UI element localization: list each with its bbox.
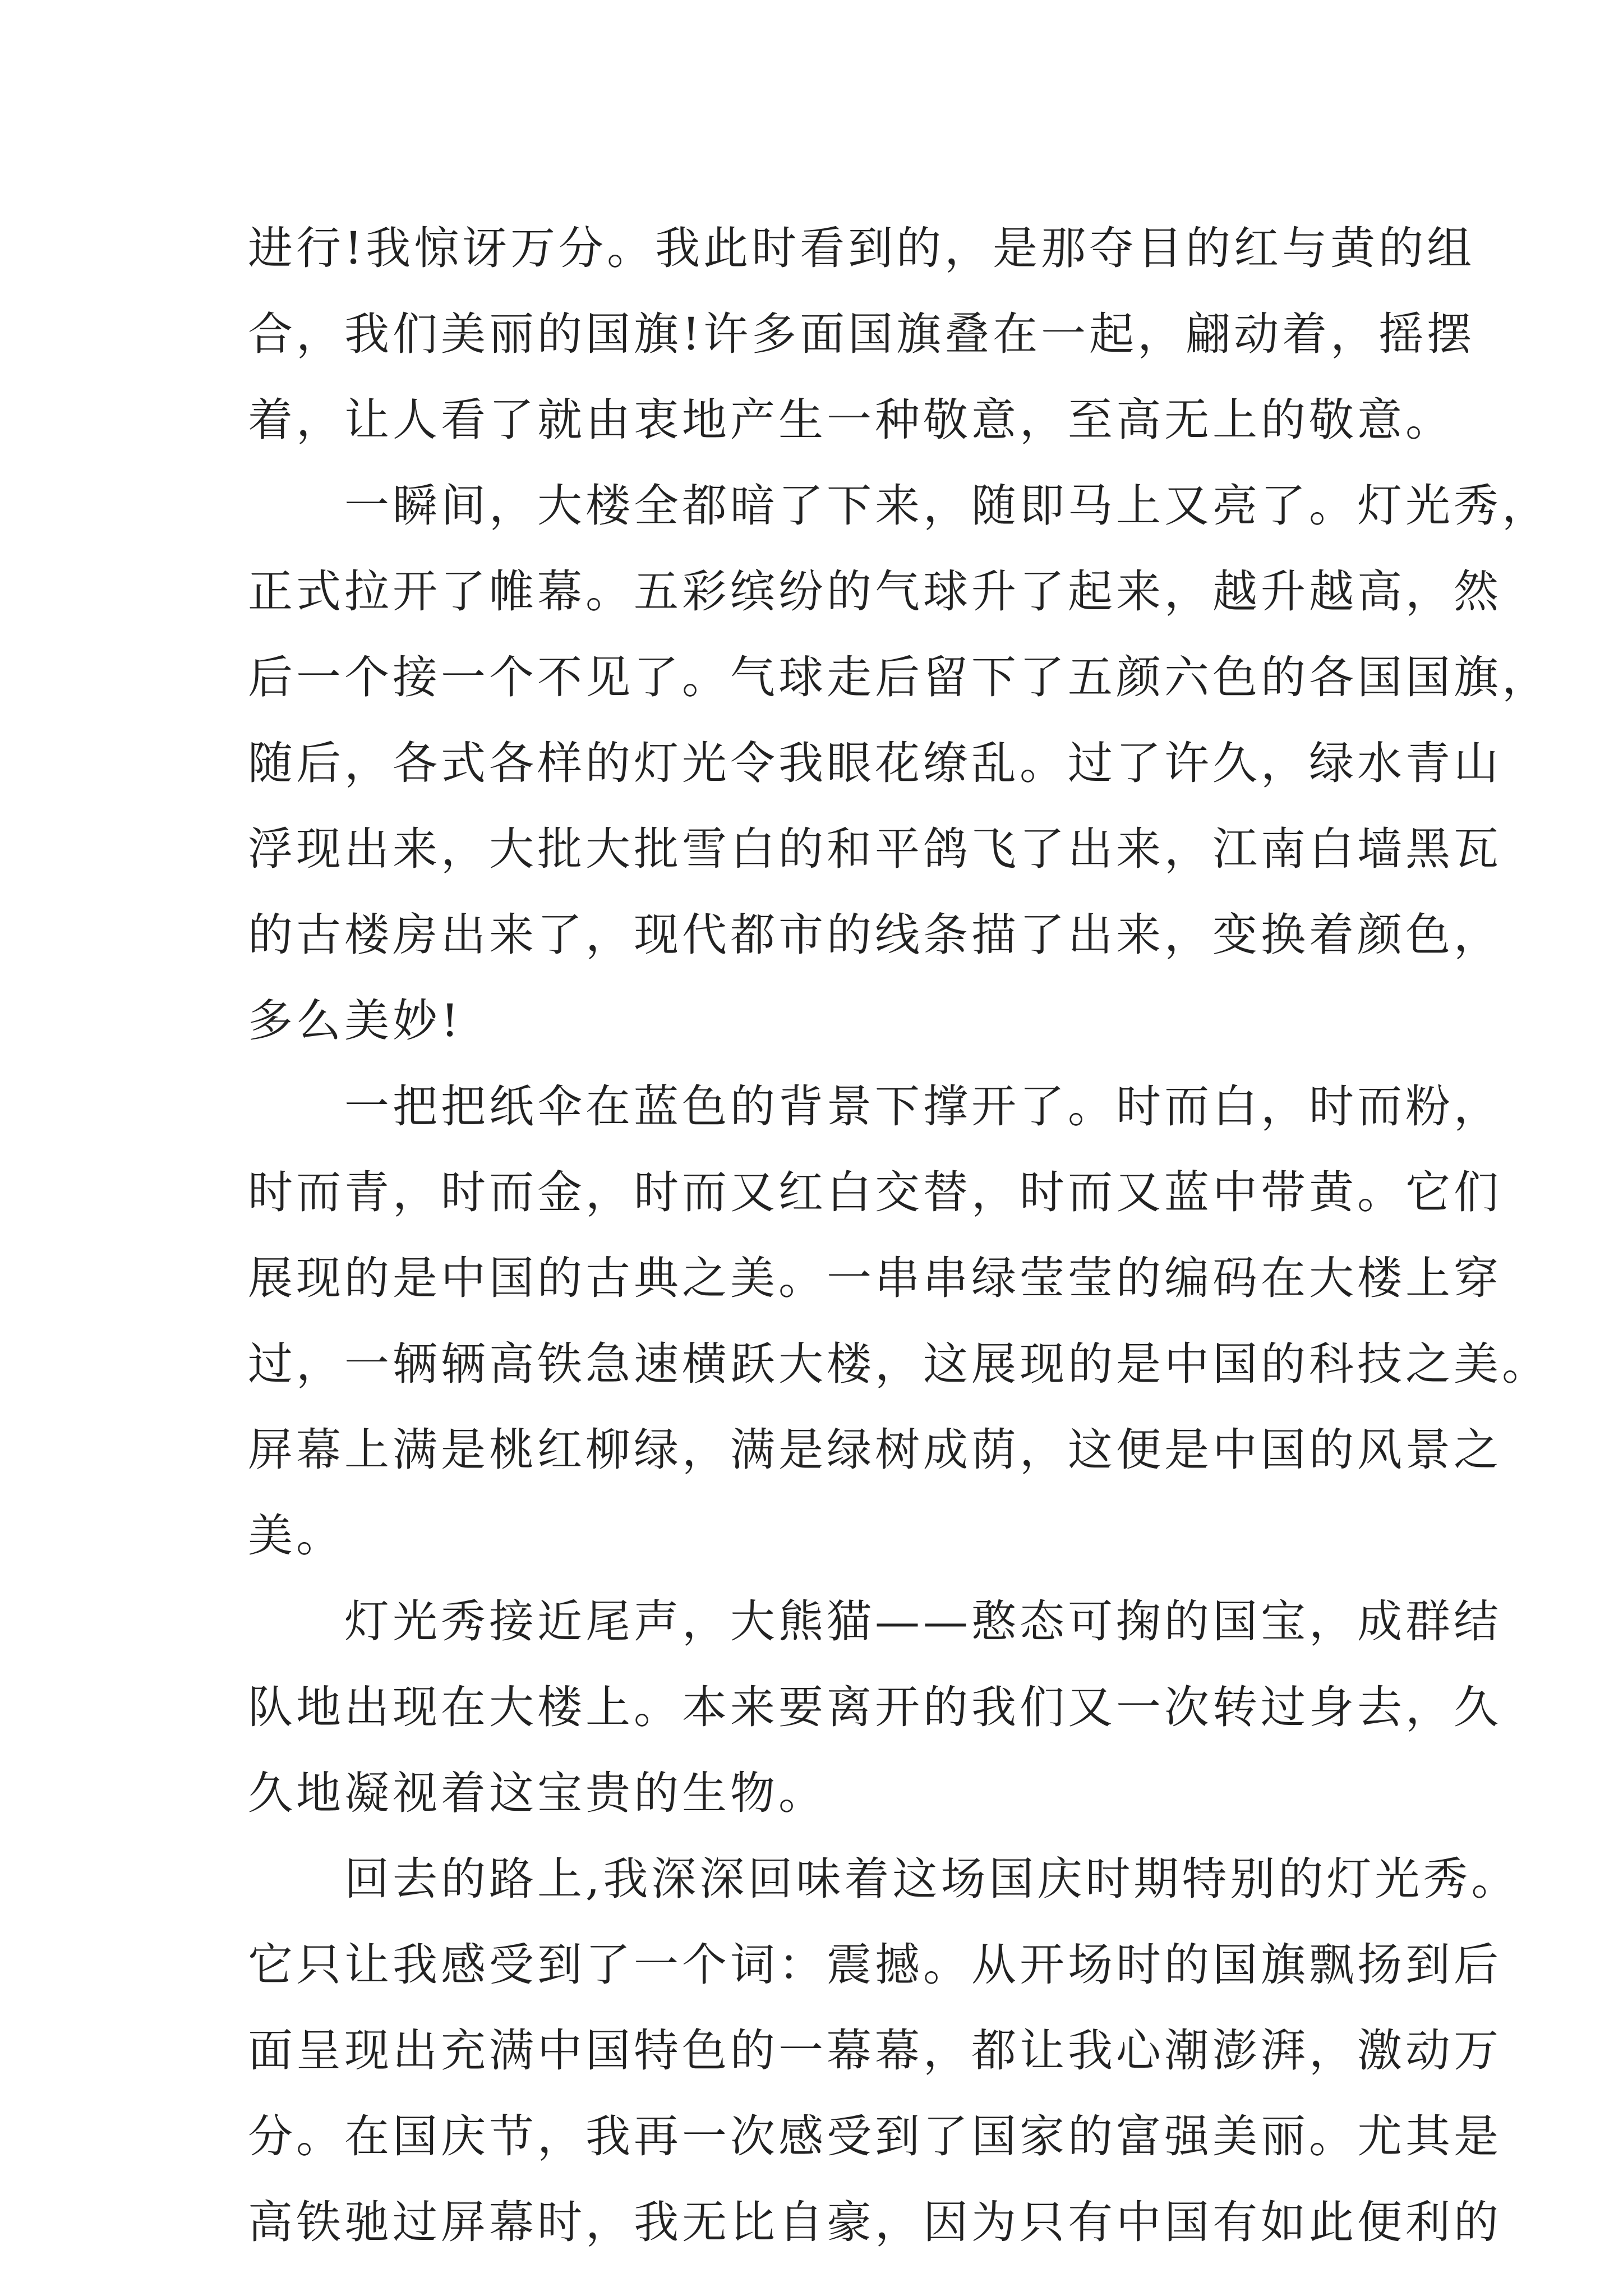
text-line: 随后，各式各样的灯光令我眼花缭乱。过了许久，绿水青山 [248,737,1502,789]
text-line: 灯光秀接近尾声，大熊猫——憨态可掬的国宝，成群结 [248,1595,1502,1648]
text-line: 面呈现出充满中国特色的一幕幕，都让我心潮澎湃，激动万 [248,2024,1502,2077]
text-line: 分。在国庆节，我再一次感受到了国家的富强美丽。尤其是 [248,2110,1502,2162]
essay-body [248,205,1550,2265]
text-line: 多么美妙! [248,995,463,1047]
text-line: 它只让我感受到了一个词：震撼。从开场时的国旗飘扬到后 [248,1939,1502,1991]
text-line: 后一个接一个不见了。气球走后留下了五颜六色的各国国旗， [248,651,1550,703]
text-line: 进行!我惊讶万分。我此时看到的，是那夺目的红与黄的组 [248,222,1476,274]
text-line: 时而青，时而金，时而又红白交替，时而又蓝中带黄。它们 [248,1166,1502,1218]
text-line: 浮现出来，大批大批雪白的和平鸽飞了出来，江南白墙黑瓦 [248,823,1502,875]
text-line: 屏幕上满是桃红柳绿，满是绿树成荫，这便是中国的风景之 [248,1424,1502,1476]
text-line: 久地凝视着这宝贵的生物。 [248,1767,827,1819]
text-line: 一瞬间，大楼全都暗了下来，随即马上又亮了。灯光秀， [248,480,1550,532]
text-line: 高铁驰过屏幕时，我无比自豪，因为只有中国有如此便利的 [248,2196,1502,2248]
text-line: 正式拉开了帷幕。五彩缤纷的气球升了起来，越升越高，然 [248,565,1502,618]
text-line: 的古楼房出来了，现代都市的线条描了出来，变换着颜色， [248,909,1502,961]
text-line: 美。 [248,1510,344,1562]
text-line: 合，我们美丽的国旗!许多面国旗叠在一起，翩动着，摇摆 [248,308,1476,360]
text-line: 展现的是中国的古典之美。一串串绿莹莹的编码在大楼上穿 [248,1252,1502,1304]
text-line: 回去的路上,我深深回味着这场国庆时期特别的灯光秀。 [248,1853,1520,1905]
text-line: 过，一辆辆高铁急速横跃大楼，这展现的是中国的科技之美。 [248,1338,1550,1390]
text-line: 一把把纸伞在蓝色的背景下撑开了。时而白，时而粉， [248,1080,1502,1133]
text-line: 着，让人看了就由衷地产生一种敬意，至高无上的敬意。 [248,394,1454,446]
text-line: 队地出现在大楼上。本来要离开的我们又一次转过身去，久 [248,1681,1502,1733]
